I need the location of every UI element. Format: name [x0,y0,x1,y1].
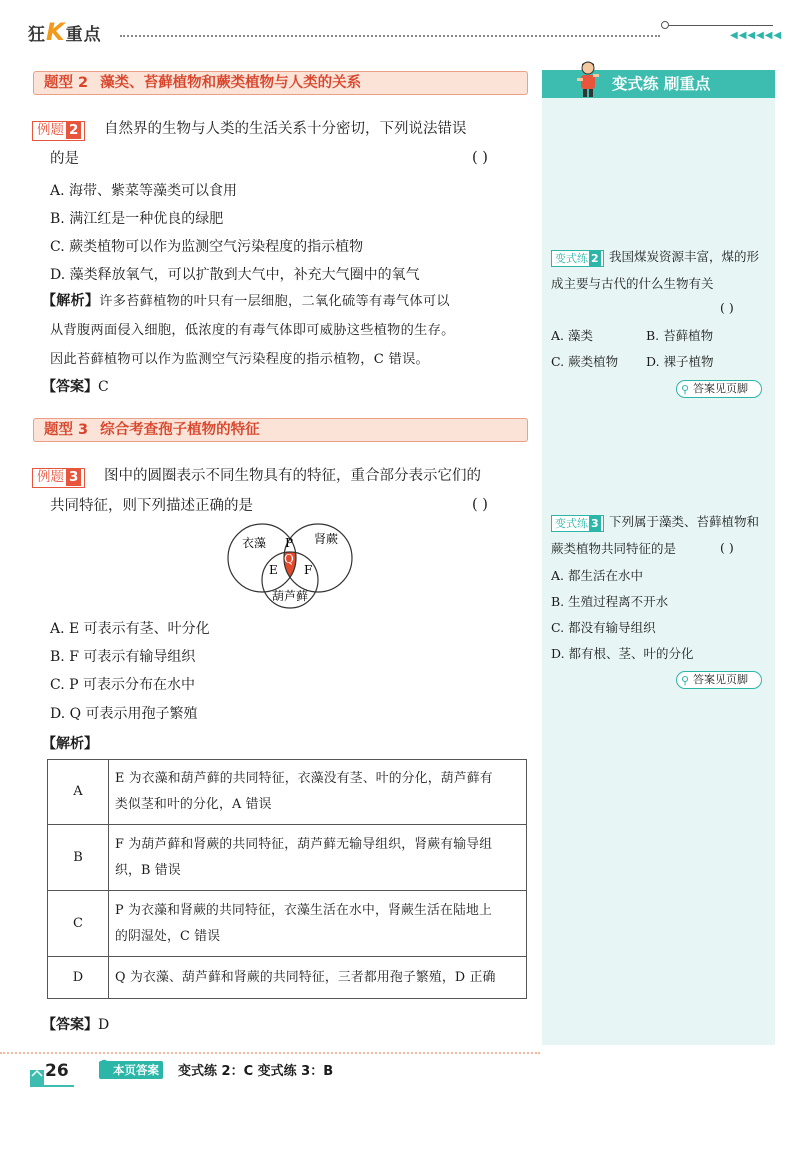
option-a: A. 藻类 [551,328,593,343]
sidebar-title: 变式练 刷重点 [542,70,775,98]
practice-label-text: 变式练 [555,517,588,530]
page-number: 26 [45,1061,69,1081]
option-b: B. 生殖过程离不开水 [551,594,669,609]
venn-label-left: 衣藻 [242,536,267,550]
analysis-label: 【解析】 [42,293,100,309]
table-value [109,957,527,999]
table-line: 织，B 错误 [115,862,181,878]
answer-label: 【答案】 [42,379,98,395]
pin-icon: ⚲ [99,1058,110,1074]
table-row [48,891,527,957]
practice3-stem-line1: 下列属于藻类、苔藓植物和 [609,514,760,529]
option-c: C. 都没有输导组织 [551,620,656,635]
example2-label [32,119,85,141]
student-figure-icon [575,60,601,98]
example-number: 3 [66,469,81,486]
table-key: C [48,891,109,957]
header-line-ornament [668,25,773,26]
answer-blank: ( ) [720,300,734,315]
table-line: P 为衣藻和肾蕨的共同特征，衣藻生活在水中，肾蕨生活在陆地上 [115,902,492,918]
table-line: 的阴湿处，C 错误 [115,928,221,944]
answer-footer-button[interactable] [676,671,762,689]
page-answers-label: 本页答案 [99,1061,163,1079]
table-row [48,957,527,999]
logo-prefix: 狂 [28,25,46,45]
example3-stem-line2: 共同特征，则下列描述正确的是 [50,498,253,514]
example3-label [32,466,85,488]
logo-suffix: 重点 [65,25,102,45]
pin-icon: ⚲ [681,383,690,396]
practice3-stem-line2: 蕨类植物共同特征的是 [551,541,677,556]
option-a: A. 海带、紫菜等藻类可以食用 [50,183,238,199]
option-a: A. 都生活在水中 [551,568,643,583]
analysis-line: 因此苔藓植物可以作为监测空气污染程度的指示植物，C 错误。 [50,352,430,367]
option-d: D. Q 可表示用孢子繁殖 [50,706,198,722]
logo-k: K [46,18,66,46]
example3-stem-line1: 图中的圆圈表示不同生物具有的特征，重合部分表示它们的 [104,468,481,484]
section-header-type2 [33,71,528,95]
example2-stem-line2: 的是 [50,151,79,167]
venn-diagram [222,520,362,610]
practice3-label [551,512,604,532]
pin-icon: ⚲ [681,674,690,687]
example2-analysis [42,287,522,374]
example2-answer [42,376,109,396]
option-c: C. 蕨类植物可以作为监测空气污染程度的指示植物 [50,239,364,255]
table-key: B [48,825,109,891]
example-number: 2 [66,122,81,139]
answer-footer-button[interactable] [676,380,762,398]
option-b: B. F 可表示有输导组织 [50,649,196,665]
option-d: D. 都有根、茎、叶的分化 [551,646,694,661]
table-value [109,760,527,825]
table-line: 类似茎和叶的分化，A 错误 [115,797,272,812]
venn-label-bottom: 葫芦藓 [272,589,309,603]
practice2-stem-line1: 我国煤炭资源丰富，煤的形 [609,249,760,264]
table-key: D [48,957,109,999]
footer-dotted-rule [0,1052,540,1054]
option-b: B. 苔藓植物 [646,328,714,343]
table-line: Q 为衣藻、葫芦藓和肾蕨的共同特征，三者都用孢子繁殖，D 正确 [115,969,496,985]
section-title: 综合考查孢子植物的特征 [100,422,260,438]
practice-number: 2 [591,252,599,265]
brand-logo [28,18,102,46]
answer-button-label: 答案见页脚 [693,673,748,686]
section-header-type3 [33,418,528,442]
option-c: C. P 可表示分布在水中 [50,677,195,693]
analysis-line: 从背腹两面侵入细胞，低浓度的有毒气体即可威胁这些植物的生存。 [50,323,455,338]
analysis-table [47,759,527,999]
answer-value: C [98,379,109,395]
option-a: A. E 可表示有茎、叶分化 [50,621,210,637]
table-row [48,825,527,891]
analysis-line: 许多苔藓植物的叶只有一层细胞，二氧化硫等有毒气体可以 [99,294,450,309]
page-answers-text: 变式练 2：C 变式练 3：B [178,1064,334,1079]
practice2-label [551,247,604,267]
answer-blank: ( ) [472,150,488,166]
venn-label-q: Q [284,552,294,566]
practice2-stem-line2: 成主要与古代的什么生物有关 [551,276,714,291]
option-d: D. 裸子植物 [646,354,714,369]
venn-label-e: E [269,563,278,577]
option-c: C. 蕨类植物 [551,354,619,369]
table-key: A [48,760,109,825]
answer-value: D [98,1017,110,1033]
table-line: F 为葫芦藓和肾蕨的共同特征，葫芦藓无输导组织，肾蕨有输导组 [115,836,493,852]
answer-blank: ( ) [720,540,734,555]
option-b: B. 满江红是一种优良的绿肥 [50,211,224,227]
answer-blank: ( ) [472,497,488,513]
section-number: 题型 3 [44,422,89,438]
option-d: D. 藻类释放氧气，可以扩散到大气中，补充大气圈中的氧气 [50,267,420,283]
example3-answer [42,1014,109,1034]
practice-label-text: 变式练 [555,252,588,265]
header-arrows-ornament: ◀◀◀◀◀◀ [730,30,783,41]
answer-label: 【答案】 [42,1017,98,1033]
table-row [48,760,527,825]
practice-number: 3 [591,517,599,530]
example-label-text: 例题 [37,469,64,485]
venn-label-right: 肾蕨 [314,532,339,546]
table-value [109,825,527,891]
analysis-label: 【解析】 [42,736,98,752]
venn-label-p: P [285,536,294,550]
section-number: 题型 2 [44,75,89,91]
header-dotted-rule [120,35,660,37]
answer-button-label: 答案见页脚 [693,382,748,395]
example2-stem-line1: 自然界的生物与人类的生活关系十分密切，下列说法错误 [104,121,467,137]
example-label-text: 例题 [37,122,64,138]
section-title: 藻类、苔藓植物和蕨类植物与人类的关系 [100,75,362,91]
table-line: E 为衣藻和葫芦藓的共同特征，衣藻没有茎、叶的分化，葫芦藓有 [115,771,493,786]
table-value [109,891,527,957]
venn-label-f: F [304,563,313,577]
